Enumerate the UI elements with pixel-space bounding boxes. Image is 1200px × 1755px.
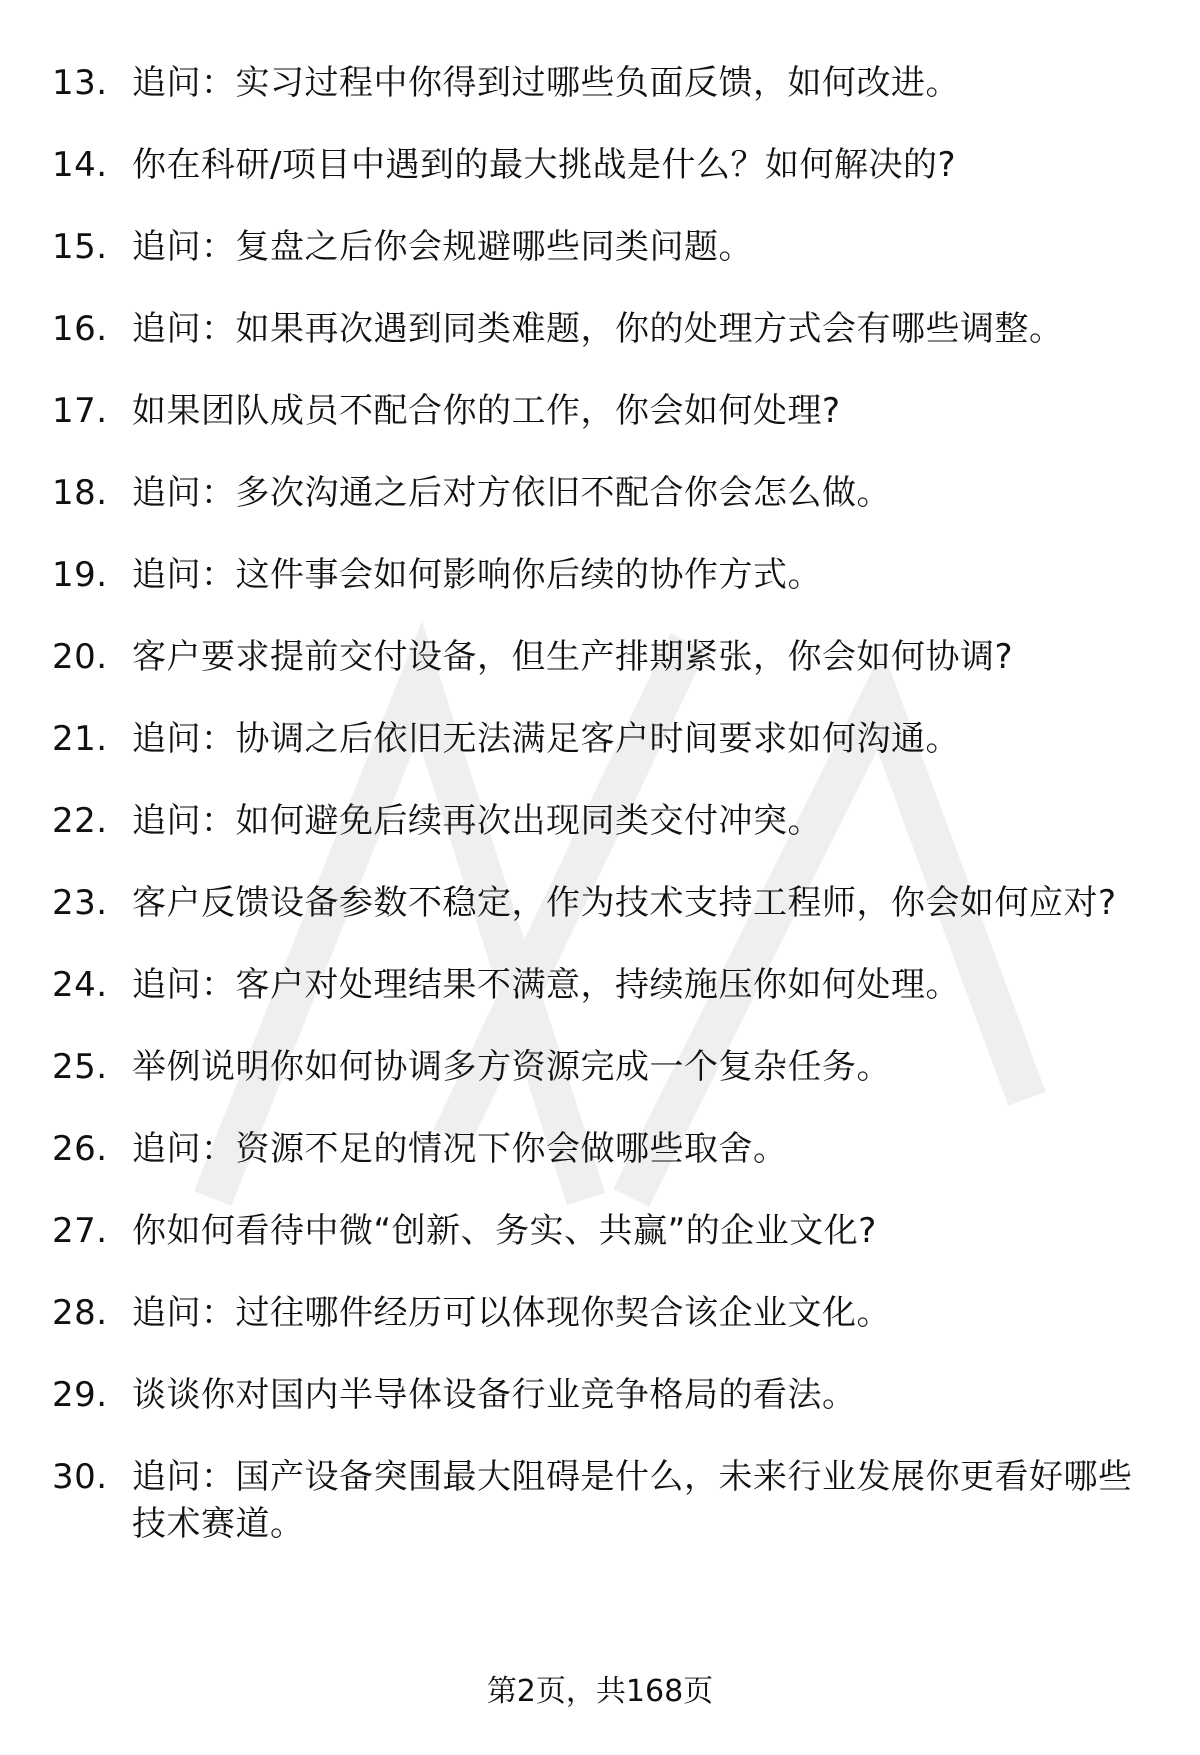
question-text: 如果团队成员不配合你的工作，你会如何处理? xyxy=(132,391,841,431)
list-item xyxy=(52,306,1152,353)
page-footer xyxy=(0,1672,1200,1712)
list-item xyxy=(52,1126,1152,1173)
question-number: 27. xyxy=(52,1211,108,1251)
question-text: 追问：复盘之后你会规避哪些同类问题。 xyxy=(132,227,753,267)
question-number: 24. xyxy=(52,965,108,1005)
question-number: 18. xyxy=(52,473,108,513)
question-text: 客户反馈设备参数不稳定，作为技术支持工程师，你会如何应对? xyxy=(132,883,1117,923)
question-number: 29. xyxy=(52,1375,108,1415)
page-number-label: 第2页，共168页 xyxy=(486,1674,714,1709)
question-number: 30. xyxy=(52,1457,108,1497)
question-number: 23. xyxy=(52,883,108,923)
list-item xyxy=(52,962,1152,1009)
question-number: 20. xyxy=(52,637,108,677)
question-text: 谈谈你对国内半导体设备行业竞争格局的看法。 xyxy=(132,1375,857,1415)
list-item xyxy=(52,1372,1152,1419)
question-text: 追问：客户对处理结果不满意，持续施压你如何处理。 xyxy=(132,965,960,1005)
list-item xyxy=(52,634,1152,681)
question-text: 追问：这件事会如何影响你后续的协作方式。 xyxy=(132,555,822,595)
question-number: 21. xyxy=(52,719,108,759)
list-item xyxy=(52,1290,1152,1337)
question-number: 13. xyxy=(52,63,108,103)
question-text: 追问：多次沟通之后对方依旧不配合你会怎么做。 xyxy=(132,473,891,513)
question-number: 15. xyxy=(52,227,108,267)
question-number: 28. xyxy=(52,1293,108,1333)
list-item xyxy=(52,716,1152,763)
question-number: 14. xyxy=(52,145,108,185)
question-text: 客户要求提前交付设备，但生产排期紧张，你会如何协调? xyxy=(132,637,1014,677)
question-text: 追问：国产设备突围最大阻碍是什么，未来行业发展你更看好哪些技术赛道。 xyxy=(132,1457,1133,1544)
question-number: 22. xyxy=(52,801,108,841)
list-item xyxy=(52,798,1152,845)
question-text: 追问：如果再次遇到同类难题，你的处理方式会有哪些调整。 xyxy=(132,309,1064,349)
question-list xyxy=(52,60,1152,1583)
question-text: 追问：过往哪件经历可以体现你契合该企业文化。 xyxy=(132,1293,891,1333)
question-text: 你如何看待中微“创新、务实、共赢”的企业文化? xyxy=(132,1211,877,1251)
list-item xyxy=(52,60,1152,107)
question-text: 追问：资源不足的情况下你会做哪些取舍。 xyxy=(132,1129,788,1169)
question-number: 16. xyxy=(52,309,108,349)
question-text: 追问：协调之后依旧无法满足客户时间要求如何沟通。 xyxy=(132,719,960,759)
question-text: 追问：实习过程中你得到过哪些负面反馈，如何改进。 xyxy=(132,63,960,103)
question-number: 25. xyxy=(52,1047,108,1087)
question-number: 19. xyxy=(52,555,108,595)
list-item xyxy=(52,1208,1152,1255)
question-number: 26. xyxy=(52,1129,108,1169)
list-item xyxy=(52,142,1152,189)
list-item xyxy=(52,1454,1152,1548)
question-number: 17. xyxy=(52,391,108,431)
list-item xyxy=(52,552,1152,599)
list-item xyxy=(52,388,1152,435)
list-item xyxy=(52,470,1152,517)
list-item xyxy=(52,880,1152,927)
question-text: 追问：如何避免后续再次出现同类交付冲突。 xyxy=(132,801,822,841)
question-text: 你在科研/项目中遇到的最大挑战是什么？如何解决的? xyxy=(132,145,956,185)
list-item xyxy=(52,224,1152,271)
list-item xyxy=(52,1044,1152,1091)
question-text: 举例说明你如何协调多方资源完成一个复杂任务。 xyxy=(132,1047,891,1087)
